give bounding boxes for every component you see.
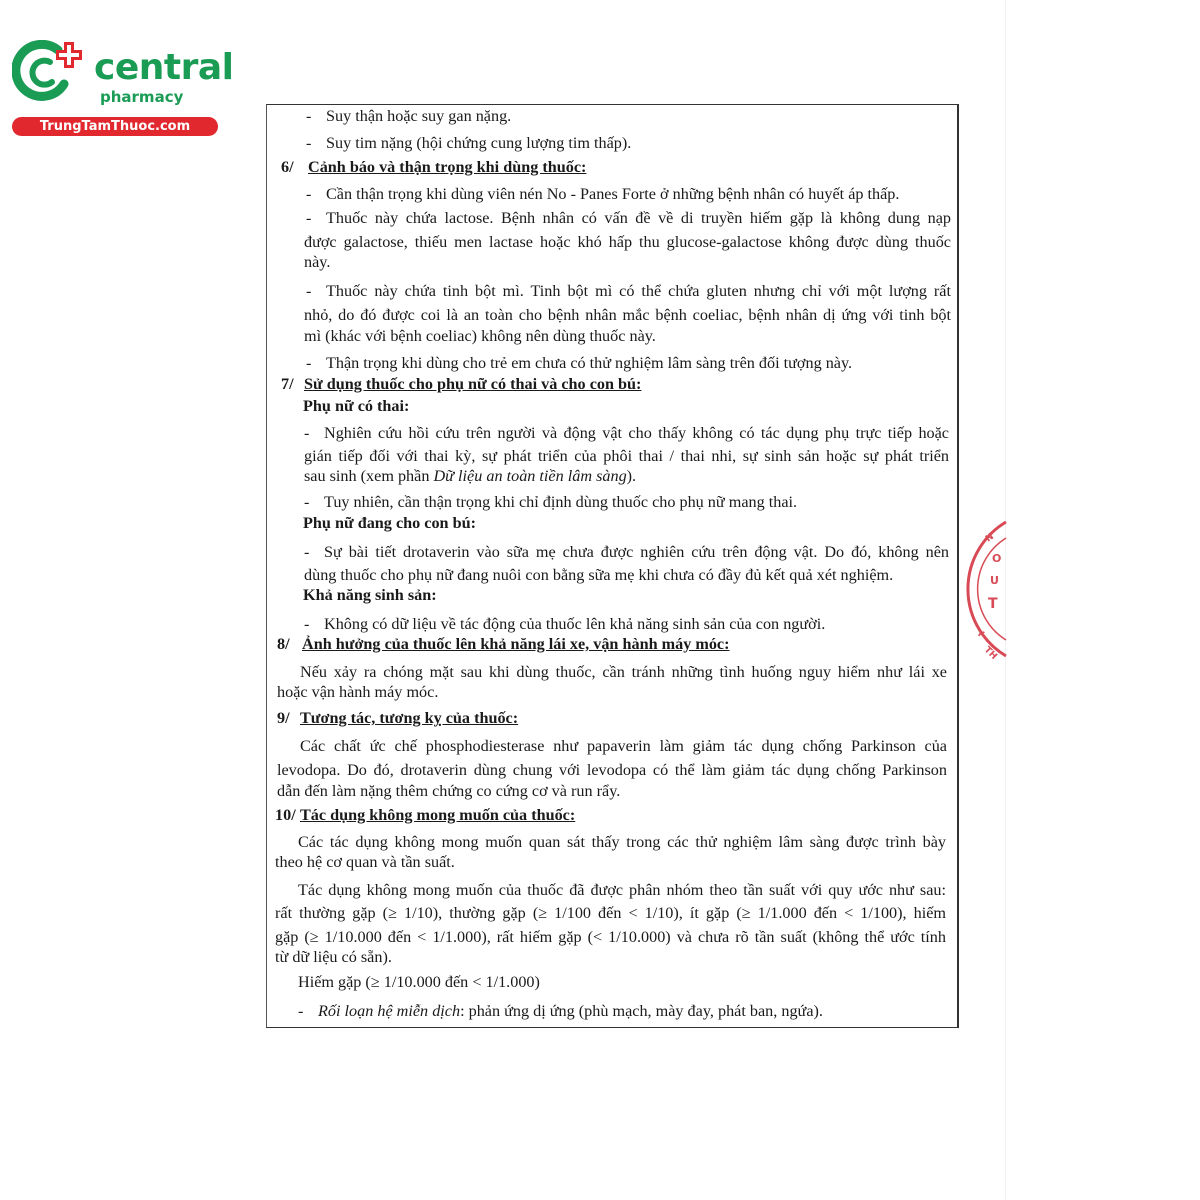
section-heading-10: 10/ Tác dụng không mong muốn của thuốc: — [275, 806, 576, 824]
section-heading-7: 7/ Sử dụng thuốc cho phụ nữ có thai và cho con bú: — [281, 375, 642, 393]
paragraph-line: được galactose, thiếu men lactase hoặc khó hấp thu glucose-galactose không được dùng thuốc — [304, 233, 951, 251]
pharmacy-cross-logo-icon — [12, 40, 86, 104]
list-item: - Cần thận trọng khi dùng viên nén No - Panes Forte ở những bệnh nhân có huyết áp thấp. — [306, 185, 900, 203]
list-item: - Thận trọng khi dùng cho trẻ em chưa có thử nghiệm lâm sàng trên đối tượng này. — [306, 354, 853, 372]
paragraph-line: Tác dụng không mong muốn của thuốc đã được phân nhóm theo tần suất với quy ước như sau: — [298, 881, 946, 899]
paragraph-line: Nếu xảy ra chóng mặt sau khi dùng thuốc, cần tránh những tình huống nguy hiểm như lái xe — [300, 663, 947, 681]
subheading: Phụ nữ có thai: — [303, 397, 410, 415]
paragraph-line: - Thuốc này chứa lactose. Bệnh nhân có vấn đề về di truyền hiếm gặp là không dung nạp — [306, 209, 951, 227]
paragraph-line: mì (khác với bệnh coeliac) không nên dùng thuốc này. — [304, 327, 656, 345]
list-item: - Suy thận hoặc suy gan nặng. — [306, 107, 512, 125]
paragraph-line: theo hệ cơ quan và tần suất. — [275, 853, 455, 871]
paragraph-line: dùng thuốc cho phụ nữ đang nuôi con bằng sữa mẹ khi chưa có đầy đủ kết quả xét nghiệm. — [304, 566, 894, 584]
paragraph-line: sau sinh (xem phần Dữ liệu an toàn tiền lâm sàng). — [304, 467, 637, 485]
paragraph-line: levodopa. Do đó, drotaverin dùng chung với levodopa có thể làm giảm tác dụng chống Parkinson — [277, 761, 947, 779]
svg-text:N: N — [983, 531, 996, 545]
paragraph-line: gián tiếp đối với thai kỳ, sự phát triển của phôi thai / thai nhi, sự sinh sản hoặc sự phát triển — [304, 447, 949, 465]
paragraph-line: dẫn đến làm nặng thêm chứng co cứng cơ và run rẩy. — [277, 782, 621, 800]
svg-text:U: U — [990, 574, 999, 587]
section-heading-9: 9/ Tương tác, tương kỵ của thuốc: — [277, 709, 519, 727]
paragraph-line: từ dữ liệu có sẵn). — [275, 948, 392, 966]
section-heading-6: 6/ Cảnh báo và thận trọng khi dùng thuốc: — [281, 158, 587, 176]
paragraph-line: Hiếm gặp (≥ 1/10.000 đến < 1/1.000) — [298, 973, 540, 991]
paragraph-line: hoặc vận hành máy móc. — [277, 683, 439, 701]
subheading: Phụ nữ đang cho con bú: — [303, 514, 476, 532]
emphasis-text: Rối loạn hệ miễn dịch — [318, 1002, 461, 1020]
svg-text:T: T — [988, 596, 998, 612]
paragraph-line: này. — [304, 253, 331, 271]
paragraph-line: Các chất ức chế phosphodiesterase như papaverin làm giảm tác dụng chống Parkinson của — [300, 737, 947, 755]
svg-text:O: O — [992, 552, 1002, 565]
svg-text:TH: TH — [981, 645, 999, 662]
section-heading-8: 8/ Ảnh hưởng của thuốc lên khả năng lái xe, vận hành máy móc: — [277, 635, 730, 653]
svg-text:Y: Y — [974, 628, 986, 641]
paragraph-line: - Sự bài tiết drotaverin vào sữa mẹ chưa được nghiên cứu trên động vật. Do đó, không nên — [304, 543, 949, 561]
paragraph-line: Các tác dụng không mong muốn quan sát thấy trong các thử nghiệm lâm sàng được trình bày — [298, 833, 946, 851]
emphasis-text: Dữ liệu an toàn tiền lâm sàng — [433, 467, 627, 485]
list-item: - Rối loạn hệ miễn dịch: phản ứng dị ứng (phù mạch, mày đay, phát ban, ngứa). — [298, 1002, 823, 1020]
list-item: - Tuy nhiên, cần thận trọng khi chỉ định dùng thuốc cho phụ nữ mang thai. — [304, 493, 798, 511]
paragraph-line: - Nghiên cứu hồi cứu trên người và động vật cho thấy không có tác dụng phụ trực tiếp hoặc — [304, 424, 949, 442]
subheading: Khả năng sinh sản: — [303, 586, 437, 604]
paragraph-line: - Thuốc này chứa tinh bột mì. Tinh bột mì có thể chứa gluten nhưng chỉ với một lượng rất — [306, 282, 951, 300]
paragraph-line: gặp (≥ 1/10.000 đến < 1/1.000), rất hiếm gặp (< 1/10.000) và chưa rõ tần suất (không thể ước tính — [275, 928, 946, 946]
red-seal-stamp — [962, 516, 1008, 662]
brand-website: TrungTamThuoc.com — [12, 117, 218, 136]
brand-logo — [10, 36, 234, 136]
paragraph-line: rất thường gặp (≥ 1/10), thường gặp (≥ 1/100 đến < 1/10), ít gặp (≥ 1/1.000 đến < 1/100), hiếm — [275, 904, 946, 922]
brand-name: central — [94, 47, 234, 88]
brand-subtitle: pharmacy — [100, 88, 184, 106]
list-item: - Suy tim nặng (hội chứng cung lượng tim thấp). — [306, 134, 632, 152]
list-item: - Không có dữ liệu về tác động của thuốc lên khả năng sinh sản của con người. — [304, 615, 826, 633]
paragraph-line: nhỏ, do đó được coi là an toàn cho bệnh nhân mắc bệnh coeliac, bệnh nhân dị ứng với tinh bột — [304, 306, 951, 324]
